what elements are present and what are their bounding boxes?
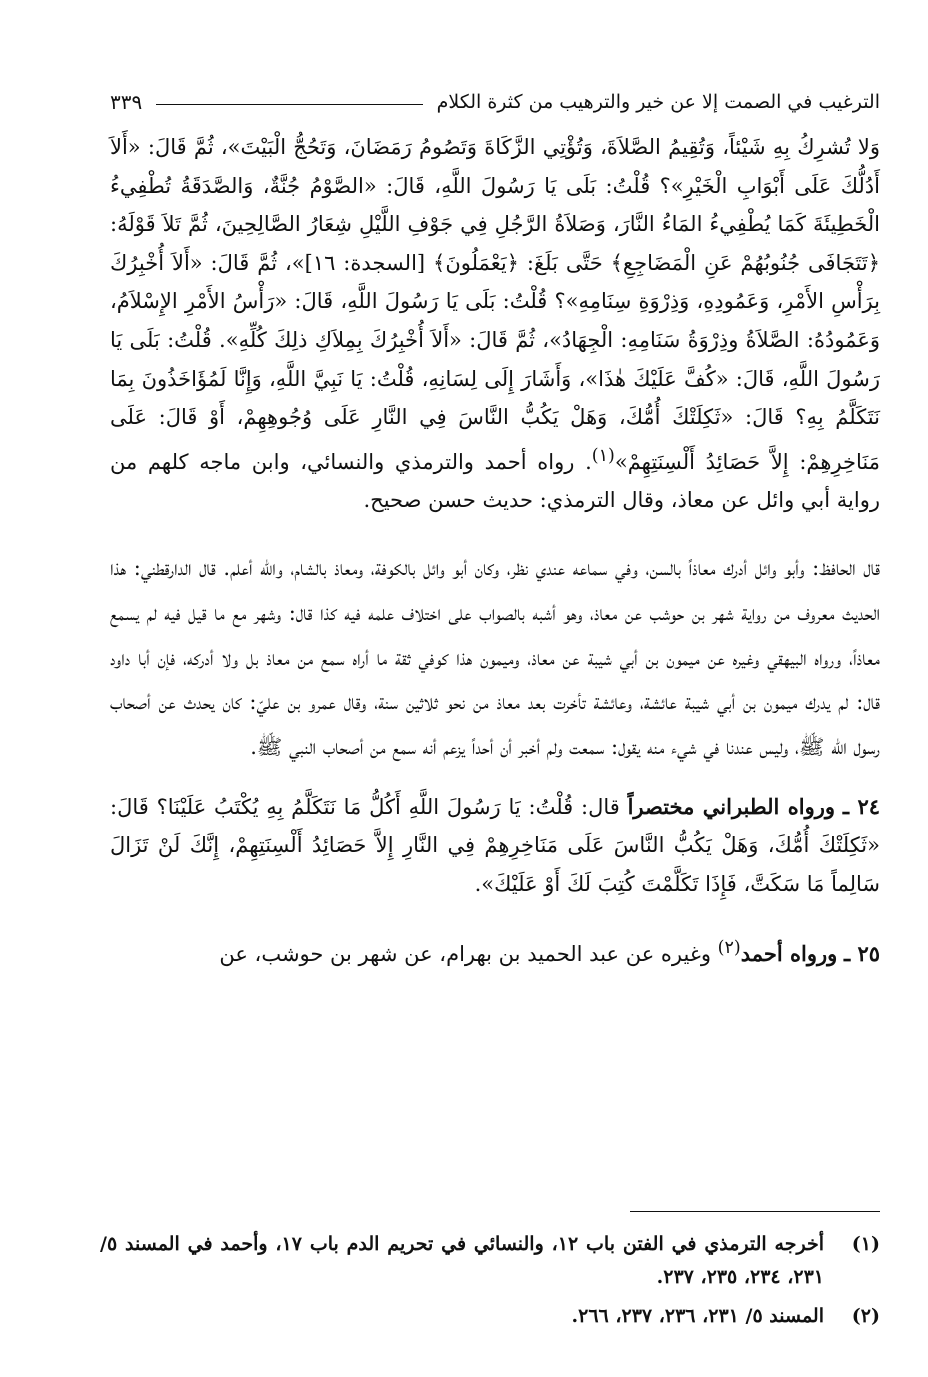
header-rule: [156, 104, 422, 105]
entry-24-number: ٢٤ ـ: [842, 793, 880, 819]
entry-24-paragraph: [110, 788, 880, 904]
footnote-rule: [630, 1211, 880, 1212]
footnote-text: أخرجه الترمذي في الفتن باب ١٢، والنسائي في تحريم الدم باب ١٧، وأحمد في المسند ٥/ ٢٣١، ٢٣٤، ٢٣٥، ٢٣٧.: [100, 1233, 824, 1288]
entry-24: [110, 788, 880, 904]
commentary-paragraph: قال الحافظ: وأبو وائل أدرك معاذاً بالسن، وفي سماعه عندي نظر، وكان أبو وائل بالكوفة، ومعاذ بالشام، والله أعلم. قال الدارقطني: هذا الحديث معروف من رواية شهر بن حوشب عن معاذ، وهو أشبه بالصواب على اختلاف علمه فيه كذا قال: وشهر مع ما قيل فيه لم يسمع معاذاً، ورواه البيهقي وغيره عن ميمون بن أبي شيبة عن معاذ، وميمون هذا كوفي ثقة ما أراه سمع من معاذ بل ولا أدركه، فإن أبا داود قال: لم يدرك ميمون بن أبي شيبة عائشة، وعائشة تأخرت بعد معاذ من نحو ثلاثين سنة، وقال عمرو بن عليّ: كان يحدث عن أصحاب رسول الله ﷺ، وليس عندنا في شيء منه يقول: سمعت ولم أخبر أن أحداً يزعم أنه سمع من أصحاب النبي ﷺ.: [110, 555, 880, 760]
footnote-2: [100, 1300, 880, 1333]
entry-25-text: وغيره عن عبد الحميد بن بهرام، عن شهر بن حوشب، عن: [219, 942, 711, 967]
entry-25-source: ورواه أحمد: [740, 941, 838, 967]
footnote-mark-1: (١): [591, 445, 615, 466]
hadith-block: [110, 128, 880, 520]
footnote-number: (١): [851, 1233, 880, 1255]
header-title: الترغيب في الصمت إلا عن خير والترهيب من كثرة الكلام: [436, 91, 880, 113]
hadith-tail: . رواه أحمد والترمذي والنسائي، وابن ماجه كلهم من رواية أبي وائل عن معاذ، وقال الترمذي: حديث حسن صحيح.: [110, 449, 880, 513]
commentary-block: [110, 546, 880, 770]
hadith-text: وَلا تُشرِكُ بِهِ شَيْئاً، وَتُقِيمُ الصَّلاَةَ، وَتُؤْتِي الزَّكَاةَ وَتَصُومُ رَمَضَانَ، وَتَحُجُّ الْبَيْتَ»، ثُمَّ قَالَ: «أَلاَ أَدُلُّكَ عَلَى أَبْوَابِ الْخَيْرِ»؟ قُلْتُ: بَلَى يَا رَسُولَ اللَّهِ، قَالَ: «الصَّوْمُ جُنَّةٌ، وَالصَّدَقَةُ تُطْفِيءُ الْخَطِيئَةَ كَمَا يُطْفِيءُ المَاءُ النَّارَ، وَصَلاَةُ الرَّجُلِ فِي جَوْفِ اللَّيْلِ شِعَارُ الصَّالِحِينَ، ثُمَّ تَلاَ قَوْلَهُ: ﴿تَتَجَافَى جُنُوبُهُمْ عَنِ الْمَضَاجِعِ﴾ حَتَّى بَلَغَ: ﴿يَعْمَلُونَ﴾ [السجدة: ١٦]»، ثُمَّ قَالَ: «أَلاَ أُخْبِرُكَ بِرَأْسِ الأَمْرِ، وَعَمُودِهِ، وَذِرْوَةِ سِنَامِهِ»؟ قُلْتُ: بَلَى يَا رَسُولَ اللَّهِ، قَالَ: «رَأْسُ الأَمْرِ الإِسْلاَمُ، وَعَمُودُهُ: الصَّلاَةُ وذِرْوَةُ سَنَامِهِ: الْجِهَادُ»، ثُمَّ قَالَ: «أَلاَ أُخْبِرُكَ بِمِلاَكِ ذلِكَ كُلِّهِ». قُلْتُ: بَلَى يَا رَسُولَ اللَّهِ، قَالَ: «كُفَّ عَلَيْكَ هٰذَا»، وَأَشَارَ إِلَى لِسَانِهِ، قُلْتُ: يَا نَبِيَّ اللَّهِ، وَإِنَّا لَمُؤَاخَذُونَ بِمَا نَتَكَلَّمُ بِهِ؟ قَالَ: «ثَكِلَتْكَ أُمُّكَ، وَهَلْ يَكُبُّ النَّاسَ فِي النَّارِ عَلَى وُجُوهِهِمْ، أَوْ قَالَ: عَلَى مَنَاخِرِهِمْ: إِلاَّ حَصَائِدُ أَلْسِنَتِهِمْ»: [110, 135, 880, 474]
footnotes: [100, 1228, 880, 1333]
entry-24-text: قال: قُلْتُ: يَا رَسُولَ اللَّهِ أَكُلُّ مَا نَتَكَلَّمُ بِهِ يُكْتَبُ عَلَيْنَا؟ قَالَ: «ثَكِلَتْكَ أُمُّكَ، وَهَلْ يَكُبُّ النَّاسَ عَلَى مَنَاخِرِهِمْ فِي النَّارِ إِلاَّ حَصَائِدُ أَلْسِنَتِهِمْ، إِنَّكَ لَنْ تَزَالَ سَالِماً مَا سَكَتَّ، فَإِذَا تَكَلَّمْتَ كُتِبَ لَكَ أَوْ عَلَيْكَ».: [110, 794, 880, 896]
entry-24-source: ورواه الطبراني مختصراً: [627, 793, 836, 819]
entry-25: [110, 929, 880, 974]
footnote-mark-2: (٢): [717, 938, 741, 959]
footnote-number: (٢): [851, 1305, 880, 1327]
entry-25-paragraph: [110, 929, 880, 974]
entry-25-number: ٢٥ ـ: [843, 941, 880, 967]
page-number: ٣٣٩: [110, 90, 143, 114]
running-header: [110, 80, 880, 124]
hadith-paragraph: [110, 128, 880, 520]
footnote-1: [100, 1228, 880, 1294]
footnote-text: المسند ٥/ ٢٣١، ٢٣٦، ٢٣٧، ٢٦٦.: [571, 1305, 824, 1327]
